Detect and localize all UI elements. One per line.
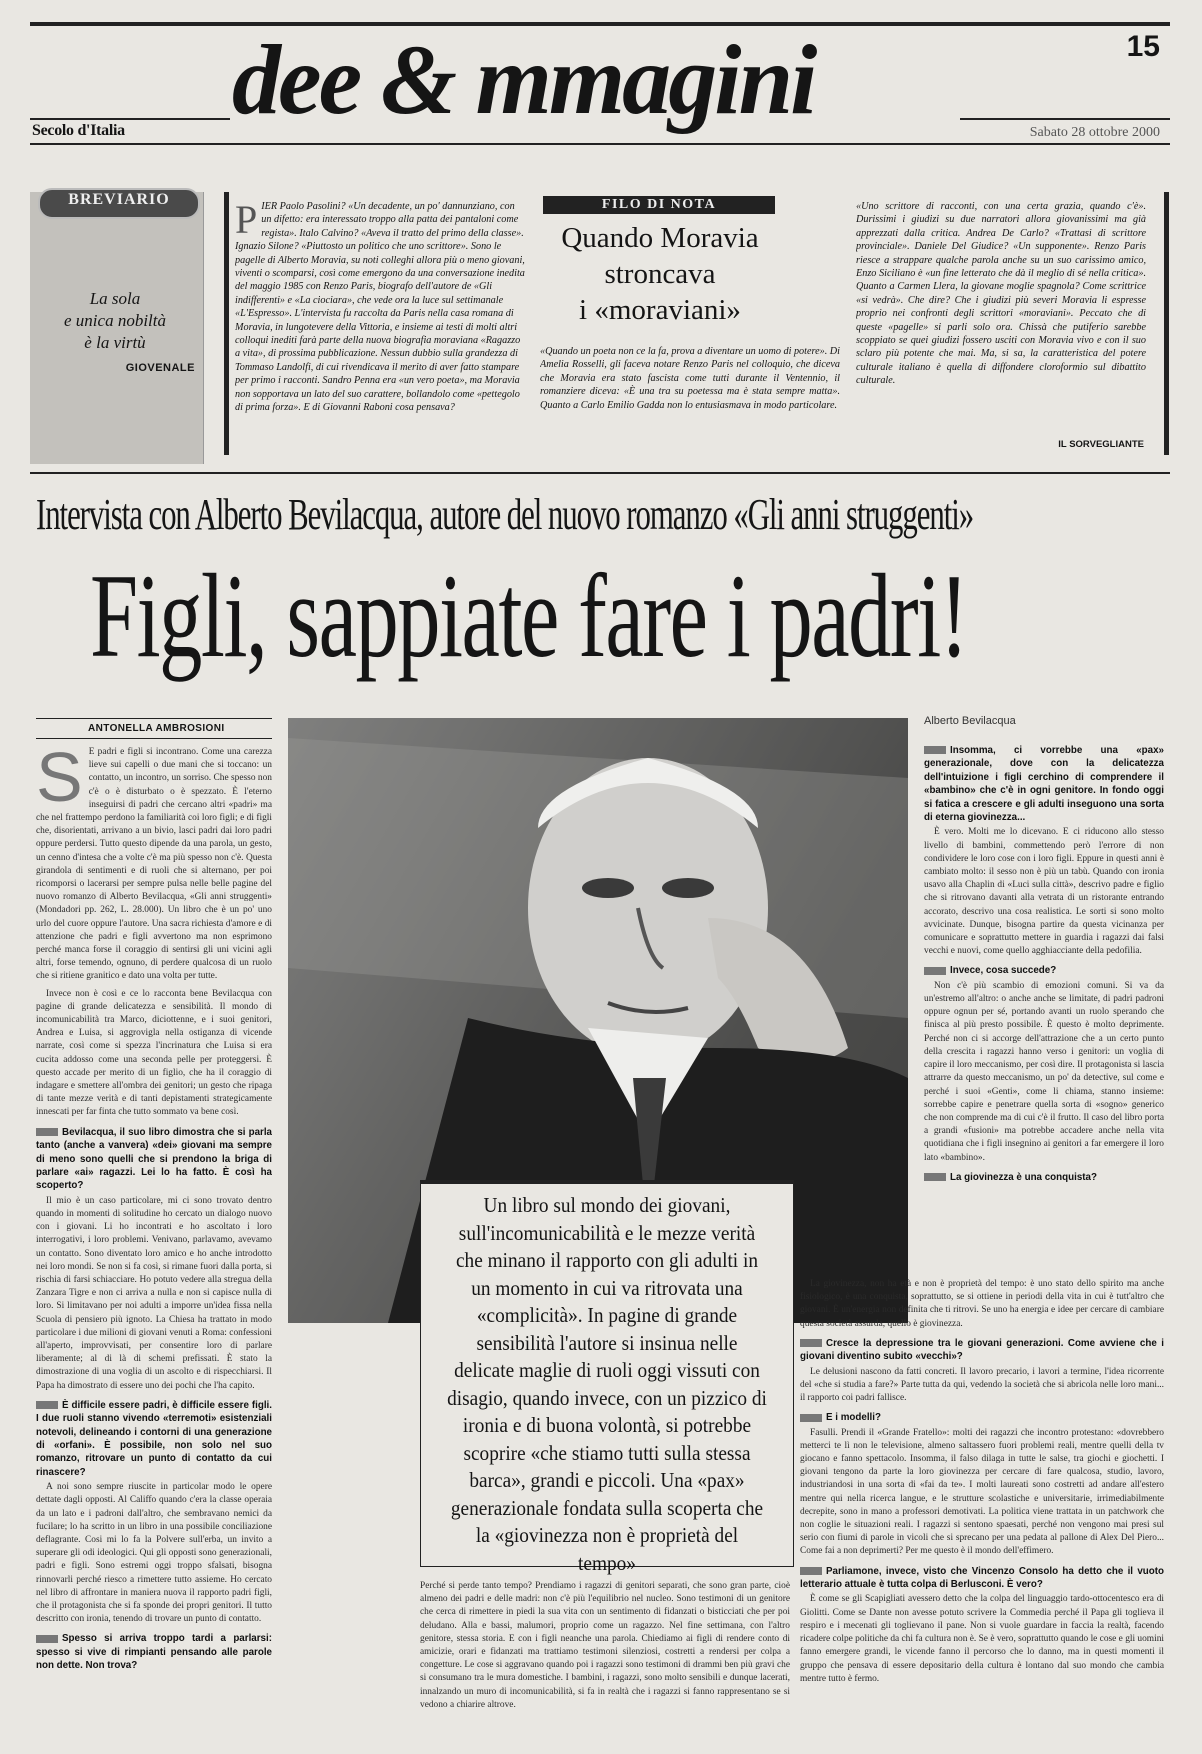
question-text: La giovinezza è una conquista? <box>950 1171 1097 1183</box>
question-marker <box>924 1173 946 1181</box>
filo-text-1: IER Paolo Pasolini? «Un decadente, un po' dannunziano, con un difetto: era interessato troppo alla patta dei pantaloni come regista». Italo Calvino? «Aveva il tratto del primo della classe». Ignazio Silone? «Piuttosto un politico che uno scrittore». Sono le pagelle di Alberto Moravia, su noti colleghi allora più o meno giovani, viventi o scomparsi, così come emergono da una conversazione inedita del maggio 1985 con Renzo Paris, biografo dell'autore de «Gli indifferenti» e «La ciociara», che vede ora la luce sul settimanale «L'Espresso». L'intervista fu raccolta da Paris nella casa romana di Moravia, in lungotevere della Vittoria, e insieme ai testi di molti altri colloqui inediti farà parte della nuova biografia moraviana «Ragazzo a vita», di prossima pubblicazione. Nessun dubbio sulla grandezza di Tommaso Landolfi, di cui rivendicava il merito di aver fatto stampare per primo i racconti. Sandro Penna era «un vero poeta», ma Moravia non sopportava un lato del suo carattere, bollandolo come «pettegolo di prima forza». E di Giovanni Raboni cosa pensava? <box>235 201 525 414</box>
answer-3: Perché si perde tanto tempo? Prendiamo i ragazzi di genitori separati, che sono gran parte, cioè almeno dei padri e delle madri: non c'è più l'equilibrio nel nucleo. Sono testimoni di un genitore che cerca di rimettere in piedi la sua vita con un sentimento di fidanzati o bisticciati che per poi deludano. Alla e bassi, malumori, proprio come un ragazzo. Nel fine settimana, con l'altro genitore, stessa storia. E con i figli neanche una parola. Chiediamo ai figli di rendere conto di amicizie, orari e fidanzati ma trattiamo testimoni silenziosi, costretti a rendersi per colpa a congetture. Le cose si aggravano quando poi i ragazzi sono testimoni di drammi ben più gravi che si consumano tra le mura domestiche. I bambini, i ragazzi, sono molto sensibili e dunque lacerati, innalzando un muro di incomunicabilità, si fa in realtà che i ragazzi si fanno rappresentano se si vedono a chiarire altrove. <box>420 1581 790 1710</box>
filo-col1 <box>235 200 525 455</box>
answer-6: La giovinezza, non ha età e non è proprietà del tempo: è uno stato dello spirito ma anche fisiologico, è una conquista, soprattutto, se si ottiene in periodi della vita in cui è tutt'altro che giovani. È un'energia non definita che ti ritrovi. Se uno ha energia e idee per cercare di cambiare questa società assurda, quello è giovinezza. <box>800 1279 1164 1329</box>
filo-label: FILO DI NOTA <box>601 197 717 212</box>
pull-quote-box <box>420 1180 794 1575</box>
article-intro: E padri e figli si incontrano. Come una carezza lieve sui capelli o due mani che si toccano: un contatto, un incontro, un sorriso. Che spesso non c'è o è disturbato o è spezzato. È l'eterno inseguirsi di padri che cercano altri «padri» ma che nel frattempo perdono la familiarità coi loro figli; e di figli che, disorientati, arrivano a un bivio, lasci padri dai loro padri oppure perdersi. Tutto questo dipende da una parola, un gesto, un cenno d'intesa che a volte c'è ma più spesso non c'è. Questa girandola di sentimenti e di ruoli che si alternano, per poi ricomporsi o lacerarsi per sempre pulsa nelle belle pagine del nuovo romanzo di Alberto Bevilacqua, «Gli anni struggenti» (Mondadori pp. 262, L. 28.000). Un libro che è un po' uno urlo del cuore oppure l'autore. Una sacra richiesta d'amore e di attenzione che padri e figli avvertono ma non esprimono perché manca forse il coraggio di sentirsi gli uni vicini agli altri, forse temendo, ognuno, di perdere qualcosa di un ruolo che si ritiene granitico e dato una volta per tutte. <box>36 747 272 982</box>
answer-1: Il mio è un caso particolare, mi ci sono trovato dentro quando in momenti di solitudine ho cercato un dialogo nuovo con i giovani. Li ho incontrati e ho ascoltato i loro interrogativi, i loro problemi. Venivano, parlavamo, avevamo un contatto. Sono diventato loro amico e ho anche introdotto nei loro mondi. Se non si fa così, si rimane fuori dalla porta, si rischia di farsi schiacciare. Ho potuto vedere alla stregua della Zanzara Tigre e non ci arriva a nulla e non si capisce nulla di loro. Si limitavano per noi adulti a imporre un'idea fissa nella Scuola di pensiero più ignoto. La Chiesa ha trattato in modo particolare i due milioni di giovani venuti a Roma: confessioni all'aperto, improvvisati, per consentire loro di parlare liberamente; al di là di schemi prefissati. È stato la dimostrazione di una voglia di un ascolto e di rispecchiarsi. Il Papa ha dimostrato di essere uno dei pochi che l'ha capito. <box>36 1195 272 1391</box>
article-dropcap: S <box>36 746 83 816</box>
article-intro-2: Invece non è così e ce lo racconta bene Bevilacqua con pagine di grande delicatezza e sensibilità. Il mondo di incomunicabilità tra Marco, diciottenne, e i suoi genitori, Andrea e Luisa, si aggrovigla nella ostiganza di vicende narrate, così come si spezza l'incrinatura che Luisa si era cucita addosso come una seconda pelle per proteggersi. È questo accade per merito di un figlio, che ha il coraggio di indagare e smettere all'ombra dei genitori; un gesto che ripaga di tante mezze verità e di tanti depistamenti strategicamente innescati per far finta che tutto sommato va bene così. <box>36 988 272 1118</box>
page-number: 15 <box>1126 30 1160 63</box>
photo-caption: Alberto Bevilacqua <box>924 715 1016 727</box>
answer-9: È come se gli Scapigliati avessero detto che la colpa del linguaggio tardo-ottocentesco era di Giolitti. Come se Dante non avesse potuto scrivere la Commedia perché il Papa gli toglieva il respiro e i mecenati gli toglievano il pane. Non si vuole guardare in faccia la realtà, facendo ricadere colpe politiche da chi fa cultura non è. Se è vero, soprattutto quando le cose e gli uomini fanno emergere grandi, le vicende fanno il percorso che lo danno, ma in questi momenti il gruppo che pensava di essere depositario della cultura è lontano dal suo mondo che cambia mentre tutto è fermo. <box>800 1594 1164 1684</box>
breviario-quote-line: La sola <box>89 289 141 308</box>
question-2 <box>36 1399 272 1479</box>
question-text: Invece, cosa succede? <box>950 965 1057 977</box>
breviario-quote <box>40 288 190 354</box>
filo-title-line: stroncava <box>604 258 716 290</box>
filo-col2: «Quando un poeta non ce la fa, prova a diventare un uomo di potere». Di Amelia Rosselli, gli faceva notare Renzo Paris nel colloquio, che diceva che Moravia era stato fascista come tutti durante il Ventennio, il romanziere diceva: «È una tra su poetessa ma è stata sempre matta». Quanto a Carlo Emilio Gadda non lo entusiasmava in modo particolare. <box>540 346 840 411</box>
question-text: È difficile essere padri, è difficile essere figli. I due ruoli stanno vivendo «terremoti» esistenziali notevoli, delineando i contorni di una generazione di «orfani». È possibile, non solo nel suo romanzo, ritrovare un punto di contatto da cui rinascere? <box>36 1399 272 1478</box>
question-3 <box>36 1632 272 1672</box>
question-text: Spesso si arriva troppo tardi a parlarsi: spesso si vive di rimpianti pensando alle parole non dette. Non trova? <box>36 1633 272 1672</box>
question-6 <box>924 1171 1164 1184</box>
article-left-column <box>36 746 272 1726</box>
breviario-author: GIOVENALE <box>125 362 195 374</box>
article-bottom-right <box>800 1278 1164 1726</box>
newspaper-name: Secolo d'Italia <box>32 122 125 139</box>
question-marker <box>924 967 946 975</box>
filo-title-line: Quando Moravia <box>561 222 759 254</box>
question-text: Cresce la depressione tra le giovani generazioni. Come avviene che i giovani diventino subito «vecchi»? <box>800 1337 1164 1363</box>
filo-dropcap: P <box>235 200 258 242</box>
answer-7: Le delusioni nascono da fatti concreti. Il lavoro precario, i lavori a termine, l'idea ricorrente del «che si studia a fare?» Parte tutta da qui, vedendo la società che si abricola nelle loro mani... il rapporto coi padri fallisce. <box>800 1366 1164 1404</box>
issue-date: Sabato 28 ottobre 2000 <box>1029 125 1160 140</box>
breviario-quote-line: e unica nobiltà <box>64 311 166 330</box>
section-title: dee & mmagini <box>232 24 815 135</box>
breviario-label: BREVIARIO <box>68 191 170 208</box>
article-kicker: Intervista con Alberto Bevilacqua, autore del nuovo romanzo «Gli anni struggenti» <box>36 490 974 539</box>
question-1 <box>36 1126 272 1193</box>
article-headline: Figli, sappiate fare i padri! <box>90 549 968 682</box>
filo-title <box>530 220 790 328</box>
breviario-box <box>30 192 204 464</box>
question-marker <box>36 1635 58 1643</box>
question-marker <box>36 1128 58 1136</box>
filo-signature: IL SORVEGLIANTE <box>1058 439 1144 450</box>
question-marker <box>924 746 946 754</box>
pull-quote: Un libro sul mondo dei giovani, sull'incomunicabilità e le mezze verità che minano il rapporto con gli adulti in un momento in cui va ritrovata una «complicità». In pagine di grande sensibilità l'autore si insinua nelle delicate maglie di ruoli oggi vissuti con disagio, quando invece, con un pizzico di ironia e di buona volontà, si potrebbe scoprire «che stiamo tutti sulla stessa barca», grandi e piccoli. Una «pax» generazionale fondata sulla scoperta che la «giovinezza non è proprietà del tempo» <box>447 1193 767 1575</box>
question-4 <box>924 744 1164 824</box>
question-marker <box>800 1339 822 1347</box>
question-marker <box>36 1401 58 1409</box>
question-text: E i modelli? <box>826 1412 881 1424</box>
article-bottom-middle <box>420 1580 790 1726</box>
question-text: Insomma, ci vorrebbe una «pax» generazionale, dove con la delicatezza dell'intuizione i figli cerchino di comprendere il «bambino» che c'è in ogni genitore. In fondo oggi si fatica a crescere e gli adulti inseguono una sorta di eterna giovinezza... <box>924 745 1164 824</box>
question-8 <box>800 1411 1164 1424</box>
question-9 <box>800 1565 1164 1592</box>
question-marker <box>800 1414 822 1422</box>
answer-8: Fasulli. Prendi il «Grande Fratello»: molti dei ragazzi che incontro protestano: «dovrebbero metterci te lì non le televisione, almeno saltassero fuori problemi reali, mentre quelli della tv giocano e fanno spettacolo. Insomma, il falso dilaga in tutte le salse, tra giochi e giochetti. I giovani tengono da parte la loro giovinezza per cercare di fare qualcosa, studio, lavoro, industriandosi in una sorta di «fai da te». I molti laureati sono costretti ad andare all'estero mentre qui nella ricerca langue, e le strutture scolastiche e universitarie, irrimediabilmente decrepite, sono in mano a professori demotivati. La politica viene trattata in un patchwork che non coglie le situazioni reali. I ragazzi si sentono spaesati, perché non vengono mai presi sul serio con fiumi di parole in vicoli che si sprecano per una pedata al pallone di Alex Del Piero... Come fai a non deprimerti? Per me questo è il mondo dell'effimero. <box>800 1427 1164 1557</box>
answer-4: È vero. Molti me lo dicevano. E ci riducono allo stesso livello di bambini, commettendo però l'errore di non condividere le loro cose con i loro figli. Eppure in questi anni è cambiato molto: il sesso non è più un tabù. Quando con ironia usavo alla Chaplin di «Luci sulla città», descrivo padre e figlio che si ritrovano davanti alla vetrata di un ristorante entrando accorato, descrivo una cosa realistica. Le sorti si sono molto avvicinate. Dunque, bisogna partire da questa vicinanza per comunicare e soprattutto mettere in guardia i ragazzi dai falsi vecchi e nuovi, come quello agghiacciante della pedofilia. <box>924 827 1164 957</box>
answer-2: A noi sono sempre riuscite in particolar modo le opere dettate dagli opposti. Al Califfo quando c'era la classe operaia da un lato e i padroni dall'altro, che sembravano nemici da fucilare; lo ha scritto in un libro in una possibile conciliazione deflagrante. Cosi mi lo fa la Polvere sull'erba, un invito a superare gli odi ideologici. Qui gli opposti sono generazionali, padri e figli. Sono estremi oggi troppo sfalsati, bisogna rinnovarli perché riesco a rimettere tutto assieme. Ho cercato nel libro di affrontare in maniera nuova il rapporto padri figli, che il protagonista che si fa sponde dei propri genitori. Il tutto descritto con ironia, tenendo di trovare un punto di contatto. <box>36 1482 272 1625</box>
answer-5: Non c'è più scambio di emozioni comuni. Si va da un'estremo all'altro: o anche anche se limitate, di padri padroni oppure ognun per sé, portando avanti un ruolo sperando che finisca al più presto possibile. È questo è molto deprimente. Perché non ci si accorge dell'attrazione che a un certo punto della crescita i ragazzi hanno verso i genitori: un voglia di capire il loro meccanismo, per così dire. Il protagonista si lascia attrarre da questo meccanismo, un po' da detective, sul come e perché i suoi «Genti», come li chiama, stanno insieme: sorrebbe capire e penetrare quella sorta di «sogno» generico che non comprende ma di cui c'è il frutto. Il caso del libro porta a grandi «fusioni» ma potrebbe accadere anche nella vita quotidiana che i figli insegnino ai genitori a far emergere il loro lato «bambino». <box>924 980 1164 1163</box>
question-text: Bevilacqua, il suo libro dimostra che si parla tanto (anche a vanvera) «dei» giovani ma sempre di meno sono quelli che si prendono la briga di parlare «ai» ragazzi. Lei lo ha fatto. È così ha scoperto? <box>36 1126 272 1192</box>
byline: ANTONELLA AMBROSIONI <box>88 723 225 734</box>
breviario-quote-line: è la virtù <box>84 333 146 352</box>
question-marker <box>800 1567 822 1575</box>
filo-col3: «Uno scrittore di racconti, con una certa grazia, quando c'è». Durissimi i giudizi su due narratori allora giovanissimi ma già apprezzati dalla critica. Andrea De Carlo? «Trattasi di scrittore provinciale». Daniele Del Giudice? «Un supponente». Renzo Paris riesce a strappare qualche parola anche su un suo carissimo amico, Enzo Siciliano è «un fine letterato che dà il meglio di sé nella critica». Quanto a Carmen Llera, la giovane moglie spagnola? Come scrittrice «si vedrà». Che dire? Che i giudizi più severi Moravia li espresse proprio nei confronti degli scrittori «moraviani». Peccato che di queste «pagelle» si parli solo ora. Chissà che putiferio sarebbe scoppiato se quei giudizi fossero usciti con Moravia vivo e con il suo sclaro più potente che mai. Ma, si sa, la caratteristica del potere culturale italiano è quella di diffondere cloroformio sul dibattito culturale. <box>856 201 1146 387</box>
question-7 <box>800 1337 1164 1364</box>
question-5 <box>924 964 1164 977</box>
question-text: Parliamone, invece, visto che Vincenzo Consolo ha detto che il vuoto letterario attuale è tutta colpa di Berlusconi. È vero? <box>800 1565 1164 1591</box>
filo-title-line: i «moraviani» <box>579 294 741 326</box>
article-right-column <box>924 738 1164 1273</box>
